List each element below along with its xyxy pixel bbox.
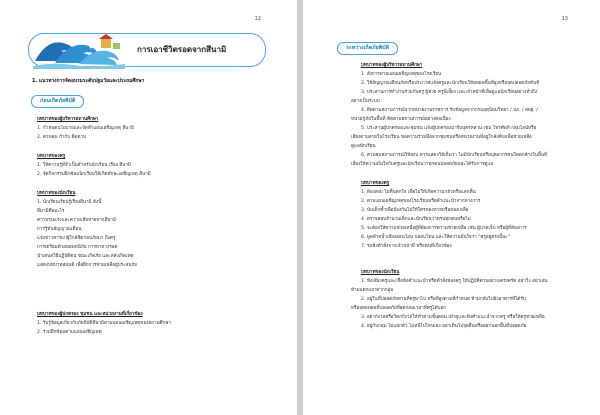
list-item: หรือจุดอพยพที่ปลอดภัยที่สุดก่อนเวลาที่ครูได้บอก	[351, 306, 447, 311]
left-page	[0, 0, 297, 415]
list-item: 4. อยู่กับกลุ่ม ไม่แยกตัว ไม่หนีไปไหนเอง อย่าเดินไปจุดอื่นหรือออกนอกพื้นที่ปลอดภัย	[361, 324, 527, 329]
list-item: 2. ร่วมฝึกซ้อมตามแผนเผชิญเหตุ	[37, 330, 102, 335]
list-item: 6. พูดด้วยน้ำเสียงอ่อนโยน ปลอบโยน และให้ความมั่นใจว่า "ครูอยู่ตรงนี้นะ"	[361, 235, 510, 240]
list-item: ดูแลนักเรียน	[351, 144, 376, 149]
group-title-student: บทบาทของนักเรียน	[361, 270, 400, 275]
chapter-banner	[28, 33, 266, 67]
list-item: 1. สั่งการตามแผนเผชิญเหตุของโรงเรียน	[361, 72, 442, 77]
list-item: ความรุนแรงและความเสียหายจากสึนามิ	[37, 218, 117, 223]
list-item: แจ้งข่าวสารแก่ผู้ใกล้ชิดก่อนภัยมา ถึงครู	[37, 236, 116, 241]
list-item: หน่วยกู้ภัยในพื้นที่ ติดตามสถานการณ์อย่างต่อเนื่อง	[351, 117, 451, 122]
right-page	[303, 0, 600, 415]
list-item: 6. ควบคุมสถานการณ์ให้สงบ ควรแสดงให้เห็นว่า ไม่มีนักเรียนหรือบุคลากรคนใดตกค้างในพื้นที่	[361, 153, 548, 158]
phase-tag-during: ระหว่างเกิดภัยพิบัติ	[337, 42, 398, 55]
list-item: เสี่ยงให้ความมั่นใจกับครูและนักเรียนว่าทุกคนปลอดภัยและได้รับการดูแล	[351, 162, 494, 167]
list-item: 2. จัดกิจกรรมฝึกซ้อมนักเรียนให้เกิดทักษะเผชิญเหตุ สึนามิ	[37, 172, 151, 177]
wave-illustration-icon	[33, 31, 129, 69]
list-item: 1. ต้องสงบ ไม่ตื่นตกใจ เพื่อไม่ให้เกิดความกลัวหรือแตกตื่น	[361, 190, 476, 195]
list-item: 2. อยู่ในที่ปลอดภัยตามที่ครูพาไป หรือที่สูงตามที่กำหนด ห้ามกลับไปยังอาคารที่ได้รับ	[361, 297, 526, 302]
list-item: สึนามิคืออะไร	[37, 209, 65, 214]
list-item: 3. นับเด็กซ้ำเพื่อป้องกันไม่ให้ใครหลงหายหรือหลงเหลือ	[361, 208, 469, 213]
list-item: 2. ใช้สัญญาณเตือนภัยหรือประกาศแจ้งครูและนักเรียนให้อพยพขึ้นที่สูงหรือจุดปลอดภัยทันที	[361, 81, 540, 86]
list-item: แสดงบทบาทสมมติ เพื่อฝึกการช่วยเหลือผู้ประสบภัย	[37, 263, 137, 268]
list-item: 7. รอฟังคำสั่งจากเจ้าหน้าที่ หรือคนที่เกี่ยวข้อง	[361, 244, 452, 249]
chapter-title: การเอาชีวิตรอดจากสึนามิ	[137, 45, 227, 54]
list-item: การรู้ทันสัญญาณเตือน	[37, 227, 82, 232]
phase-tag-before: ก่อนเกิดภัยพิบัติ	[31, 95, 84, 108]
list-item: ห้ามแตกแถวจากกลุ่ม	[351, 288, 394, 293]
group-title-administrator: บทบาทของผู้บริหารสถานศึกษา	[37, 117, 99, 122]
list-item: 1. นักเรียนเรียนรู้เรื่องสึนามิ ดังนี้	[37, 200, 102, 205]
list-item: 1. ฟังเสียงครูและเชื่อฟังคำแนะนำหรือคำสั่งของครู ให้ปฏิบัติตามอย่างเคร่งครัด อย่าวิ่ง อย่าเล่น	[361, 279, 548, 284]
list-item: 2. ตามแผนเผชิญเหตุของโรงเรียนหรือคำแนะนำจากทางการ	[361, 199, 481, 204]
page-number: 12	[254, 16, 261, 22]
group-title-student: บทบาทของนักเรียน	[37, 191, 76, 196]
list-item: 2. ควบคุม กำกับ ติดตาม	[37, 135, 87, 140]
list-item: 5. ประสานผู้ปกครองและชุมชน แจ้งผู้ปกครองมารับบุตรหลาน เช่น โทรศัพท์ กลุ่มไลน์หรือ	[361, 126, 537, 131]
group-title-community: บทบาทของผู้ปกครอง ชุมชน และหน่วยงานที่เกี่ยวข้อง	[37, 312, 143, 317]
list-item: 3. ประสานการทำงานร่วมกับครู ผู้ช่วย ครูพี่เลี้ยง และเจ้าหน้าที่เพื่อดูแลนักเรียนอย่างทั่วถึง	[361, 90, 537, 95]
group-title-administrator: บทบาทของผู้บริหารสถานศึกษา	[361, 63, 423, 68]
section-heading: 1. แนวทางการจัดอบรมระดับปฐมวัยและประถมศึกษา	[32, 78, 145, 84]
group-title-teacher: บทบาทของครู	[361, 181, 390, 186]
group-title-teacher: บทบาทของครู	[37, 154, 66, 159]
list-item: 1. ให้ความรู้ที่จำเป็นสำหรับนักเรียน เรื่อง สึนามิ	[37, 163, 131, 168]
list-item: 5. จะต้องให้ความช่วยเหลือผู้ที่ต้องการความช่วยเหลือ เช่น ผู้บาดเจ็บ หรือผู้ที่ต้องการ	[361, 226, 527, 231]
list-item: นำเสนอวิธีปฏิบัติตน ขณะเกิดภัย และหลังเกิดเหตุ	[37, 254, 134, 259]
list-item: 1. รับรู้ข้อมูลเกี่ยวกับภัยพิบัติสึนามิตามแผนเผชิญเหตุของสถานศึกษา	[37, 321, 171, 326]
page-number: 13	[561, 16, 568, 22]
list-item: เสียงตามสายในโรงเรียน ขอความร่วมมือจากชุมชนหรือหน่วยงานที่อยู่ใกล้เคียงเพื่อช่วยเหลือ	[351, 135, 532, 140]
list-item: การเตรียมตัวอพยพหนีภัย การหาทางรอด	[37, 245, 118, 250]
list-item: 3. อย่ากังวลหรือวิตกกังวลให้ทำตามขั้นตอน เฝ้าดูและฟังคำแนะนำจากครู หรือให้ครูช่วยเหลือ	[361, 315, 545, 320]
list-item: 4. ตรวจสอบจำนวนเด็กและนักเรียนว่าครบทุกคนหรือไม่	[361, 217, 471, 222]
list-item: 1. กำหนดนโยบายและจัดทำแผนเผชิญเหตุ สึนามิ	[37, 126, 135, 131]
list-item: 4. ติดตามสถานการณ์จากหน่วยงานราชการ รับข้อมูลจากกรมอุตุนิยมวิทยา / ปภ. / สพฐ. /	[361, 108, 538, 113]
list-item: อย่างเป็นระบบ	[351, 99, 380, 104]
